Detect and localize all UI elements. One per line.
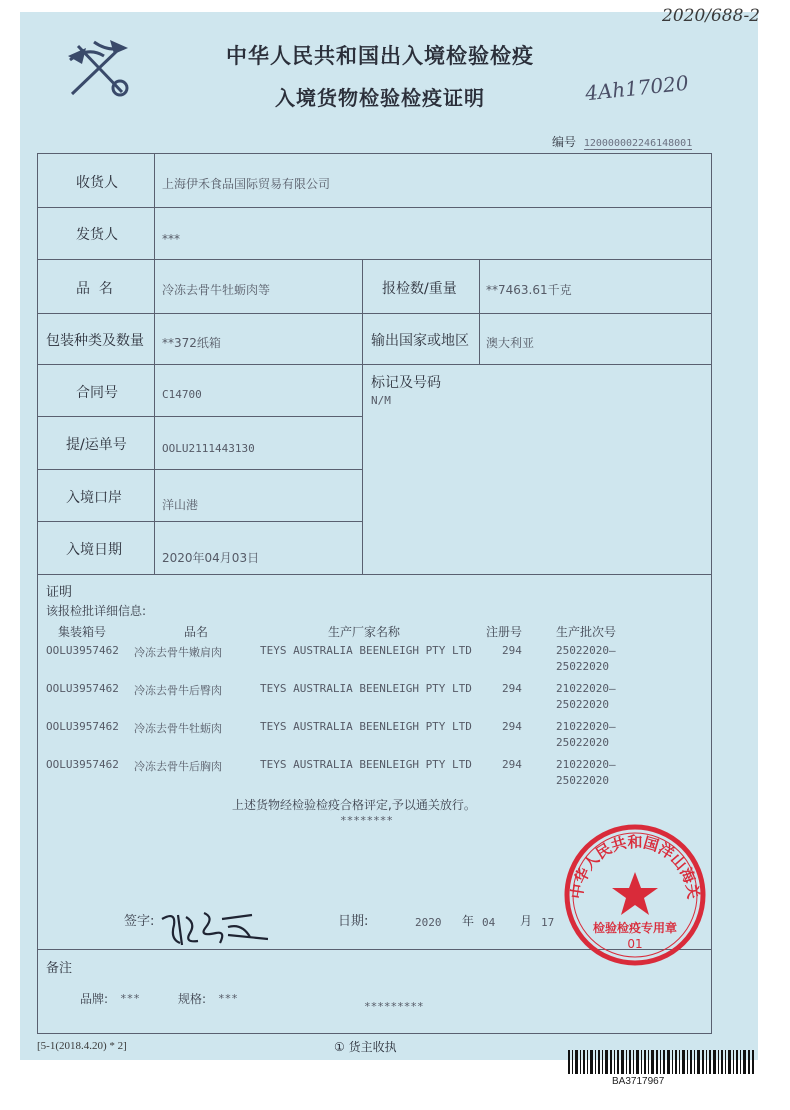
brand-label: 品牌: bbox=[80, 992, 109, 1006]
contract-label: 合同号 bbox=[76, 385, 118, 401]
date-year: 2020 bbox=[415, 916, 442, 929]
certification-label: 证明 bbox=[46, 585, 73, 600]
date-year-unit: 年 bbox=[462, 914, 475, 928]
entry-port-label: 入境口岸 bbox=[66, 490, 122, 506]
cert-no-value: 120000002246148001 bbox=[583, 138, 693, 149]
origin-label: 输出国家或地区 bbox=[371, 333, 469, 349]
top-right-handwritten-note: 2020/688-2 bbox=[662, 6, 760, 26]
bill-of-lading-label: 提/运单号 bbox=[66, 437, 127, 453]
consignee-value: 上海伊禾食品国际贸易有限公司 bbox=[162, 177, 331, 191]
consignee-label: 收货人 bbox=[76, 175, 118, 191]
package-label: 包装种类及数量 bbox=[46, 333, 144, 349]
conclusion-text: 上述货物经检验检疫合格评定,予以通关放行。 bbox=[232, 798, 476, 812]
row1-batch-start: 25022020— bbox=[556, 644, 616, 657]
barcode-icon bbox=[568, 1050, 754, 1074]
brand-value: *** bbox=[120, 992, 140, 1005]
row2-container: OOLU3957462 bbox=[46, 682, 119, 695]
conclusion-stars: ******** bbox=[340, 814, 393, 827]
row1-reg: 294 bbox=[502, 644, 522, 657]
col-container: 集装箱号 bbox=[58, 625, 107, 639]
origin-value: 澳大利亚 bbox=[486, 336, 535, 350]
remarks-stars: ********* bbox=[364, 1000, 424, 1013]
certificate-number bbox=[552, 133, 692, 150]
col-registration: 注册号 bbox=[486, 625, 523, 639]
barcode-text: BA3717967 bbox=[612, 1076, 665, 1087]
row1-container: OOLU3957462 bbox=[46, 644, 119, 657]
seal-subtext: 检验检疫专用章 bbox=[592, 921, 678, 935]
date-month-unit: 月 bbox=[520, 914, 533, 928]
row3-batch-end: 25022020 bbox=[556, 736, 609, 749]
entry-date-value: 2020年04月03日 bbox=[162, 551, 260, 565]
quantity-label: 报检数/重量 bbox=[382, 281, 457, 297]
signature-label: 签字: bbox=[124, 914, 155, 929]
entry-date-label: 入境日期 bbox=[66, 542, 122, 558]
date-label: 日期: bbox=[338, 914, 369, 929]
title-agency: 中华人民共和国出入境检验检疫 bbox=[226, 44, 534, 68]
row2-batch-end: 25022020 bbox=[556, 698, 609, 711]
quantity-value: **7463.61千克 bbox=[486, 283, 572, 297]
remarks-label: 备注 bbox=[46, 961, 73, 976]
marks-label: 标记及号码 bbox=[371, 375, 441, 391]
date-month: 04 bbox=[482, 916, 496, 929]
date-day: 17 bbox=[541, 916, 555, 929]
copy-label: ① 货主收执 bbox=[334, 1040, 397, 1054]
consignor-value: *** bbox=[162, 232, 180, 246]
spec-value: *** bbox=[218, 992, 238, 1005]
contract-value: C14700 bbox=[162, 388, 202, 401]
row3-reg: 294 bbox=[502, 720, 522, 733]
entry-port-value: 洋山港 bbox=[162, 498, 199, 512]
row2-maker: TEYS AUSTRALIA BEENLEIGH PTY LTD bbox=[260, 682, 472, 695]
ciq-emblem-icon bbox=[64, 38, 134, 100]
col-product: 品名 bbox=[184, 625, 209, 639]
col-manufacturer: 生产厂家名称 bbox=[328, 625, 401, 639]
handwritten-note: 4Ah17020 bbox=[584, 70, 690, 106]
product-label: 品 名 bbox=[76, 281, 113, 297]
consignor-label: 发货人 bbox=[76, 227, 118, 243]
details-intro: 该报检批详细信息: bbox=[46, 604, 147, 618]
title-document: 入境货物检验检疫证明 bbox=[275, 86, 485, 110]
row3-maker: TEYS AUSTRALIA BEENLEIGH PTY LTD bbox=[260, 720, 472, 733]
package-value: **372纸箱 bbox=[162, 336, 221, 350]
handwritten-signature bbox=[158, 905, 268, 953]
row4-batch-start: 21022020— bbox=[556, 758, 616, 771]
spec-label: 规格: bbox=[178, 992, 207, 1006]
row1-product: 冷冻去骨牛嫩肩肉 bbox=[134, 646, 222, 659]
seal-number: 01 bbox=[627, 937, 643, 951]
row1-batch-end: 25022020 bbox=[556, 660, 609, 673]
row3-container: OOLU3957462 bbox=[46, 720, 119, 733]
row1-maker: TEYS AUSTRALIA BEENLEIGH PTY LTD bbox=[260, 644, 472, 657]
row3-batch-start: 21022020— bbox=[556, 720, 616, 733]
row4-maker: TEYS AUSTRALIA BEENLEIGH PTY LTD bbox=[260, 758, 472, 771]
bill-of-lading-value: OOLU2111443130 bbox=[162, 442, 255, 455]
seal-text: 中华人民共和国洋山海关 bbox=[567, 833, 703, 901]
row2-product: 冷冻去骨牛后臀肉 bbox=[134, 684, 222, 697]
col-batch: 生产批次号 bbox=[556, 625, 617, 639]
official-seal bbox=[560, 820, 710, 970]
form-code: [5-1(2018.4.20) * 2] bbox=[37, 1040, 127, 1052]
row2-reg: 294 bbox=[502, 682, 522, 695]
product-value: 冷冻去骨牛牡蛎肉等 bbox=[162, 283, 271, 297]
row4-reg: 294 bbox=[502, 758, 522, 771]
row4-batch-end: 25022020 bbox=[556, 774, 609, 787]
row3-product: 冷冻去骨牛牡蛎肉 bbox=[134, 722, 222, 735]
cert-no-label: 编号 bbox=[552, 135, 577, 149]
row4-container: OOLU3957462 bbox=[46, 758, 119, 771]
marks-value: N/M bbox=[371, 394, 391, 407]
row4-product: 冷冻去骨牛后胸肉 bbox=[134, 760, 222, 773]
row2-batch-start: 21022020— bbox=[556, 682, 616, 695]
